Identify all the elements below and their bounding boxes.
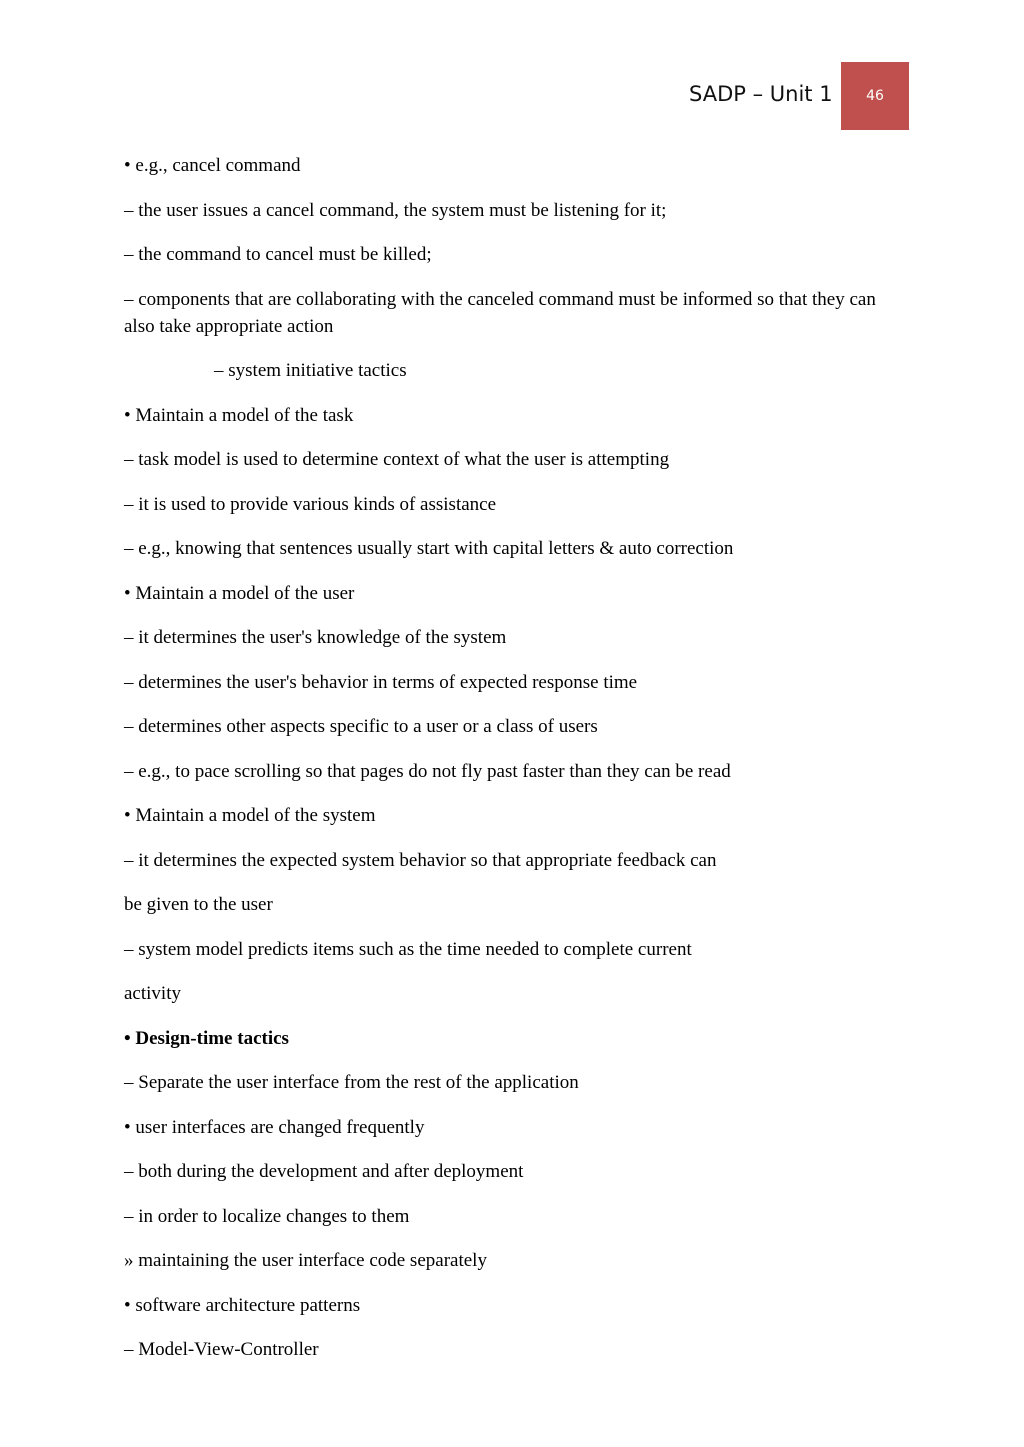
dash-line: – it determines the expected system behavior so that appropriate feedback can [124,849,717,871]
chevron-line: » maintaining the user interface code separately [124,1250,487,1271]
dash-line: – determines other aspects specific to a user or a class of users [124,716,598,737]
dash-line: – e.g., knowing that sentences usually start with capital letters & auto correction [124,538,734,559]
dash-line: – in order to localize changes to them [124,1205,410,1227]
dash-line: – both during the development and after deployment [124,1161,524,1182]
continuation-line: activity [124,983,181,1004]
document-body [124,152,884,1381]
dash-line: – system model predicts items such as the time needed to complete current [124,938,692,960]
page-number-badge: 46 [841,62,909,130]
dash-line: – e.g., to pace scrolling so that pages do not fly past faster than they can be read [124,760,731,782]
bullet-line: • Maintain a model of the user [124,582,355,604]
bullet-line: • Maintain a model of the system [124,805,376,826]
section-heading: • Design-time tactics [124,1027,289,1049]
dash-line: – Model-View-Controller [124,1339,319,1360]
dash-line: – it is used to provide various kinds of assistance [124,493,497,515]
dash-line: – components that are collaborating with the canceled command must be informed so that they can also take appropriate action [124,288,876,337]
page-header-title: SADP – Unit 1 [689,82,833,106]
dash-line: – the user issues a cancel command, the system must be listening for it; [124,199,667,221]
bullet-line: • software architecture patterns [124,1294,361,1316]
bullet-line: • user interfaces are changed frequently [124,1116,425,1138]
dash-line: – determines the user's behavior in terms of expected response time [124,671,638,693]
bullet-line: • e.g., cancel command [124,155,301,176]
dash-line: – task model is used to determine context of what the user is attempting [124,449,670,470]
continuation-line: be given to the user [124,894,273,915]
dash-line: – it determines the user's knowledge of the system [124,627,507,648]
bullet-line: • Maintain a model of the task [124,404,354,426]
dash-line: – Separate the user interface from the rest of the application [124,1072,579,1093]
dash-line: – the command to cancel must be killed; [124,244,432,265]
subheading-line: – system initiative tactics [214,360,407,381]
